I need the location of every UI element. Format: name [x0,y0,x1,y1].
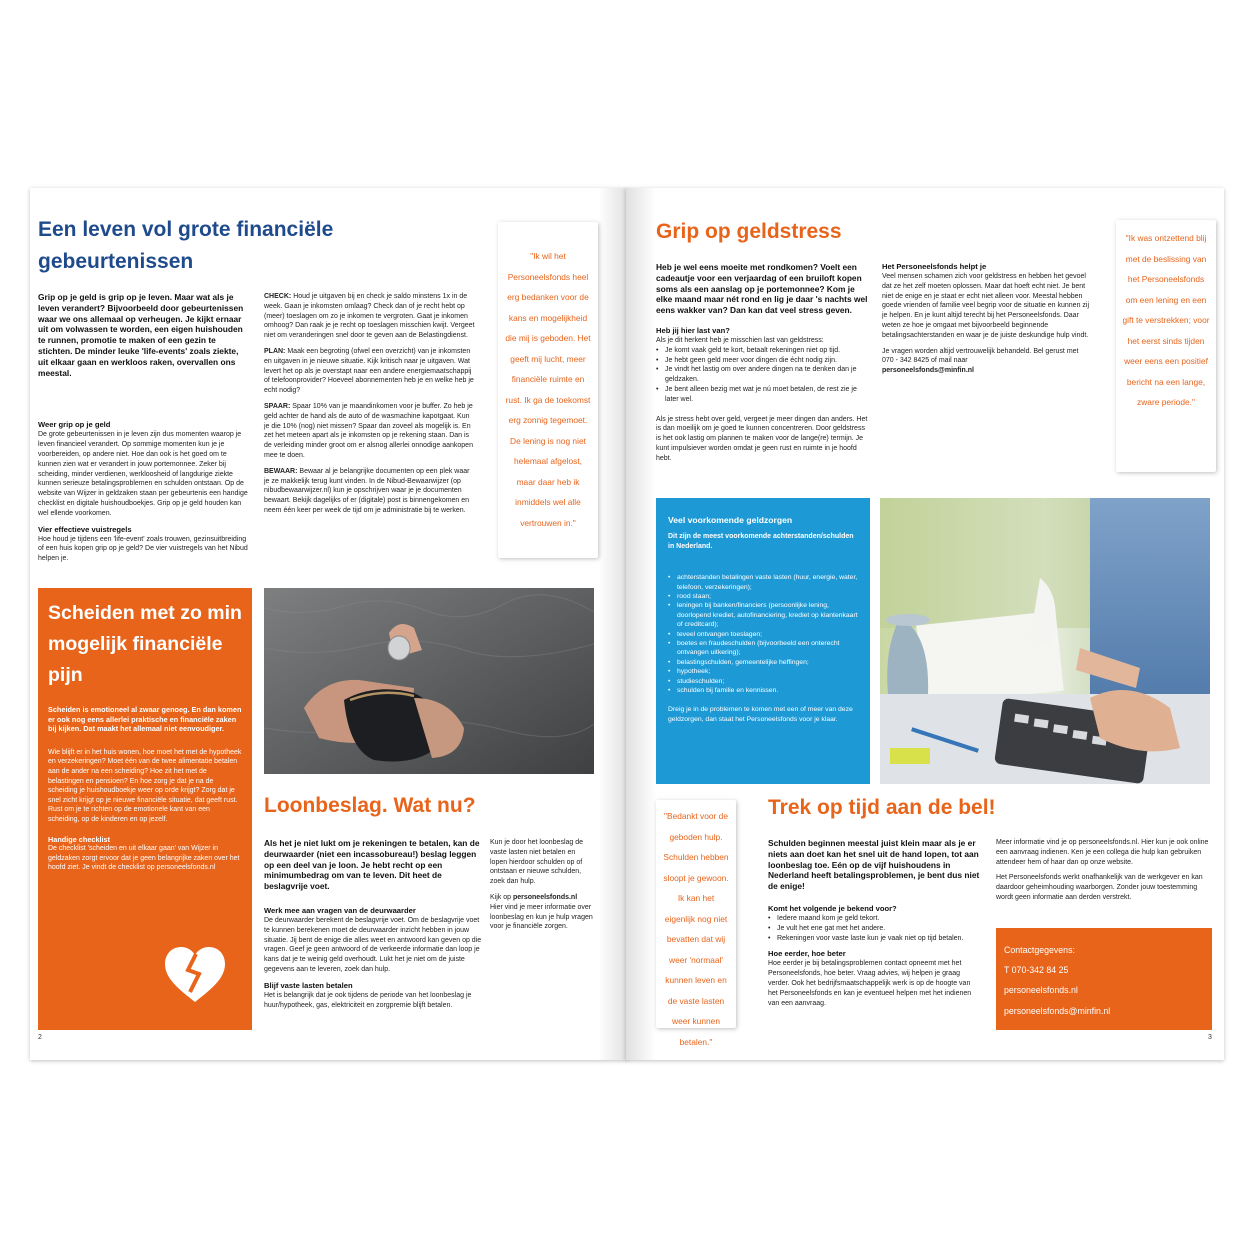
list-item: • schulden bij familie en kennissen. [668,686,858,695]
contact-title: Contactgegevens: [1004,945,1075,955]
body-text: Hoe houd je tijdens een 'life-event' zoals trouwen, gezinsuitbreiding of een huis kopen grip op je geld? De vier vuistregels van het Nibud helpen je. [38,535,248,563]
info-column [996,838,1212,903]
body-text: Het is belangrijk dat je ook tijdens de periode van het loonbeslag je huur/hypotheek, gas, elektriciteit en zorgpremie blijft betalen. [264,991,472,1009]
body-text: Je vragen worden altijd vertrouwelijk behandeld. Bel gerust met 070 - 342 8425 of mail naar [882,347,1079,365]
rule-text: Maak een begroting (ofwel een overzicht) van je inkomsten en uitgaven in je nieuwe situatie. Kijk kritisch naar je uitgaven. Wat levert het op als je overstapt naar een andere energiemaatschappij of telefoonprovider? Hoeveel abonnementen heb je en welke heb je echt nodig? [264,347,474,395]
section-lead: Als het je niet lukt om je rekeningen te betalen, kan de deurwaarder (niet een incassobureau!) beslag leggen op een deel van je loon. Je hebt recht op een minimumbedrag om van te leven. Dit heet de beslagvrije voet. [264,838,480,892]
stress-column [656,262,870,464]
body-text: Meer informatie vind je op personeelsfonds.nl. Hier kun je ook online een aanvraag indienen. Ken je een collega die hulp kan gebruiken attendeer hem of haar dan op onze website. [996,839,1209,866]
list-item: • leningen bij banken/financiers (persoonlijke lening, doorlopend krediet, autofinanciering, krediet op klantenkaart of creditcard); [668,601,858,629]
box-subheading: Handige checklist [48,834,111,844]
page-number: 3 [1208,1034,1212,1041]
contact-website[interactable]: personeelsfonds.nl [1004,985,1078,996]
subheading: Heb jij hier last van? [656,325,730,335]
testimonial-quote: "Bedankt voor de geboden hulp. Schulden hebben sloopt je gewoon. Ik kan het eigenlijk nog niet bevatten dat wij weer 'normaal' kunnen leven en de vaste lasten weer kunnen betalen." [656,800,736,1028]
rule-check [264,292,476,341]
rule-spaar [264,402,476,461]
list-item: • Je hebt geen geld meer voor dingen die écht nodig zijn. [656,356,870,366]
list-item: • Rekeningen voor vaste laste kun je vaak niet op tijd betalen. [768,934,980,944]
rule-plan [264,347,476,396]
list-item: • hypotheek; [668,667,858,676]
list-item: • Je komt vaak geld te kort, betaalt rekeningen niet op tijd. [656,346,870,356]
rule-label: CHECK: [264,293,292,300]
subheading: Werk mee aan vragen van de deurwaarder [264,905,416,915]
box-title: Scheiden met zo min mogelijk financiële pijn [48,602,242,686]
email-link[interactable]: personeelsfonds@minfin.nl [882,367,975,375]
testimonial-quote: "Ik was ontzettend blij met de beslissing van het Personeelsfonds om een lening en een gift te verstrekken; voor het eerst sinds tijden weer eens een positief bericht na een lange, zware periode." [1116,220,1216,472]
contact-box [996,928,1212,1030]
list-item: • rood staan; [668,592,858,601]
broken-heart-icon [162,944,228,1004]
list-item: • achterstanden betalingen vaste lasten (huur, energie, water, telefoon, verzekeringen); [668,573,858,592]
warning-list [768,914,980,943]
body-text: Het Personeelsfonds werkt onafhankelijk van de werkgever en kan daardoor geheimhouding waarborgen. Zonder jouw toestemming wordt geen informatie aan derden verstrekt. [996,874,1203,901]
rule-text: Bewaar al je belangrijke documenten op een plek waar je ze makkelijk terug kunt vinden. In de Nibud-Bewaarwijzer (op nibudbewaarwijzer.nl) kun je opschrijven waar je je documenten bewaart. Bekijk dagelijks of er (digitale) post is binnengekomen en neem één keer per week de tijd om je administratie bij te werken. [264,467,470,514]
box-body: Wie blijft er in het huis wonen, hoe moet het met de hypotheek en verzekeringen? Moet één van de twee alimentatie betalen aan de ander na een scheiding? Hoe zit het met de belastingen en pensioen? En hoe zorg je dat je na de scheiding je huishoudboekje weer op orde krijgt? Zorg dat je snel zicht krijgt op je nieuwe financiële situatie, dat geeft rust. Rust om je te richten op de emotionele kant van een scheiding, op de kinderen en op jezelf. [48,748,242,823]
list-item: • belastingschulden, gemeentelijke heffingen; [668,658,858,667]
list-item: • boetes en fraudeschulden (bijvoorbeeld een onterecht ontvangen uitkering); [668,639,858,658]
subheading: Hoe eerder, hoe beter [768,949,846,959]
section-title: Loonbeslag. Wat nu? [264,794,476,817]
list-item: • Je bent alleen bezig met wat je nú moet betalen, de rest zie je later wel. [656,385,870,405]
rules-column [264,292,476,516]
box-lead: Scheiden is emotioneel al zwaar genoeg. En dan komen er ook nog eens allerlei praktische en financiële zaken bij kijken. Dat maakt het allemaal niet eenvoudiger. [48,705,242,734]
right-page [626,188,1224,1060]
gutter-shadow [598,188,628,1060]
left-page [30,188,628,1060]
subheading: Vier effectieve vuistregels [38,524,132,534]
website-link[interactable]: personeelsfonds.nl [512,893,578,901]
warning-column [768,838,980,1008]
money-worries-box [656,498,870,784]
list-item: • teveel ontvangen toeslagen; [668,630,858,639]
list-item: • Je vindt het lastig om over andere dingen na te denken dan je geldzaken. [656,365,870,385]
rule-label: BEWAAR: [264,467,298,475]
body-text: Hoe eerder je bij betalingsproblemen contact opneemt met het Personeelsfonds, hoe beter. Vraag advies, wij helpen je graag verder. Ook het bedrijfsmaatschappelijk werk is op de hoogte van het Personeelsfonds en kan je eventueel helpen met het indienen van een aanvraag. [768,960,972,1007]
page-title: Een leven vol grote financiële gebeurtenissen [38,218,334,273]
gutter-shadow [626,188,656,1060]
contact-phone[interactable]: T 070-342 84 25 [1004,965,1069,976]
body-text: Kijk op [490,893,513,901]
rule-text: Houd je uitgaven bij en check je saldo minstens 1x in de week. Gaan je inkomsten omlaag? Check dan of je recht hebt op (meer) toeslagen om zo je inkomen te vergroten. Gaat je inkomen omhoog? Dan raak je je recht op toeslagen misschien kwijt. Vergeet niet om veranderingen snel door te geven aan de Belastingdienst. [264,293,475,340]
rule-label: PLAN: [264,347,286,355]
box-footer: Dreig je in de problemen te komen met een of meer van deze geldzorgen, dan staat het Personeelsfonds voor je klaar. [668,706,853,723]
subheading: Komt het volgende je bekend voor? [768,903,897,913]
contact-email[interactable]: personeelsfonds@minfin.nl [1004,1005,1111,1016]
box-lead: Dit zijn de meest voorkomende achterstanden/schulden in Nederland. [668,533,854,550]
divorce-box [38,588,252,1030]
symptom-list [656,346,870,405]
body-text: De grote gebeurtenissen in je leven zijn dus momenten waarop je leven financieel verandert. Op sommige momenten kun je je voorbereiden, op andere niet. Hoe dan ook is het goed om te kunnen zien wat er verandert in jouw portemonnee. Zeker bij scheiding, minder verdienen, werkloosheid of langdurige ziekte kunnen serieuze betalingsproblemen en schulden ontstaan. Op de website van Wijzer in geldzaken staan per gebeurtenis een handige checklist en digitale huishoudboekjes. Grip op je geld houden kan wel ellende voorkomen. [38,431,248,517]
page-number: 2 [38,1034,42,1041]
rule-label: SPAAR: [264,402,291,410]
testimonial-quote: "Ik wil het Personeelsfonds heel erg bedanken voor de kans en mogelijkheid die mij is geboden. Het geeft mij lucht, meer financiële ruimte en rust. Ik ga de toekomst erg zonnig tegemoet. De lening is nog niet helemaal afgelost, maar daar heb ik inmiddels wel alle vertrouwen in." [498,222,598,558]
intro-lead: Grip op je geld is grip op je leven. Maar wat als je leven verandert? Bijvoorbeeld door gebeurtenissen waar we ons allemaal op verheugen. Je kijkt ernaar uit om volwassen te worden, een eigen huishouden te runnen, promotie te maken of een gezin te stichten. De minder leuke 'life-events' zoals ziekte, uit elkaar gaan en werkloos raken, overvallen ons meestal. [38,292,244,378]
list-item: • Je vult het ene gat met het andere. [768,924,980,934]
rule-bewaar [264,467,476,516]
worries-list [668,573,858,695]
calculator-photo [880,498,1210,784]
body-text: Veel mensen schamen zich voor geldstress en hebben het gevoel dat ze het zelf moeten oplossen. Maar dat hoeft echt niet. Je bent niet de enige en je staat er echt niet alleen voor. Meestal hebben goede vrienden of familie veel begrip voor de situatie en kunnen zij je helpen. En je kunt altijd terecht bij het Personeelsfonds. Daar weten ze hoe je omgaat met bijvoorbeeld beginnende betalingsachterstanden en waar je de juiste deskundige hulp vindt. [882,273,1090,339]
rule-text: Spaar 10% van je maandinkomen voor je buffer. Zo heb je geld achter de hand als de auto of de wasmachine kapotgaat. Kun je die 10% (nog) niet missen? Spaar dan zoveel als mogelijk is. En zet het meteen apart als je inkomsten op je rekening staan. Dan is de verleiding minder groot om er alsnog allerlei onnodige aankopen mee te doen. [264,402,473,459]
help-column [882,262,1092,376]
garnishment-column-2 [490,838,594,932]
subheading: Het Personeelsfonds helpt je [882,262,987,271]
body-text: Als je dit herkent heb je misschien last van geldstress: [656,336,824,344]
section-title: Trek op tijd aan de bel! [768,796,996,819]
body-text: Als je stress hebt over geld, vergeet je meer dingen dan anders. Het is dan moeilijk om je goed te kunnen concentreren. Door geldstress is het ook lastig om plannen te maken voor de lange(re) termijn. Je kunt impulsiever worden omdat je geen rust en ruimte in je hoofd hebt. [656,415,868,462]
list-item: • studieschulden; [668,677,858,686]
wallet-photo [264,588,594,774]
subheading: Blijf vaste lasten betalen [264,980,353,990]
magazine-spread [30,188,1224,1060]
subheading: Weer grip op je geld [38,420,111,430]
box-sub-body: De checklist 'scheiden en uit elkaar gaan' van Wijzer in geldzaken zorgt ervoor dat je geen belangrijke zaken over het hoofd ziet. Je vindt de checklist op personeelsfonds.nl [48,845,240,872]
body-text: Hier vind je meer informatie over loonbeslag en kun je hulp vragen voor je financiële zorgen. [490,903,593,931]
page-title: Grip op geldstress [656,220,842,243]
list-item: • Iedere maand kom je geld tekort. [768,914,980,924]
intro-lead: Heb je wel eens moeite met rondkomen? Voelt een cadeautje voor een verjaardag of een bruiloft kopen soms als een aanslag op je portemonnee? Kom je elke maand maar nét rond en lig je daar 's nachts wel eens wakker van? Dan kan dat veel stress geven. [656,262,868,316]
body-text: Kun je door het loonbeslag de vaste lasten niet betalen en lopen hierdoor schulden op of ontstaan er nieuwe schulden, zoek dan hulp. [490,839,584,886]
body-text: De deurwaarder berekent de beslagvrije voet. Om de beslagvrije voet te kunnen berekenen moet de deurwaarder inzicht hebben in jouw situatie. Jij bent de enige die alles weet en antwoord kan geven op die vragen. Geef je geen antwoord of de verkeerde informatie dan loop je kans dat je te weinig geld overhoudt. Lukt het je niet om de juiste gegevens aan te leveren, zoek dan hulp. [264,916,482,973]
garnishment-column [264,838,482,1010]
intro-column [38,292,250,564]
box-title: Veel voorkomende geldzorgen [668,515,793,525]
section-lead: Schulden beginnen meestal juist klein maar als je er niets aan doet kan het snel uit de hand lopen, tot aan loonbeslag toe. Eén op de vijf huishoudens in Nederland heeft betalingsproblemen, je bent dus niet de enige! [768,838,980,892]
